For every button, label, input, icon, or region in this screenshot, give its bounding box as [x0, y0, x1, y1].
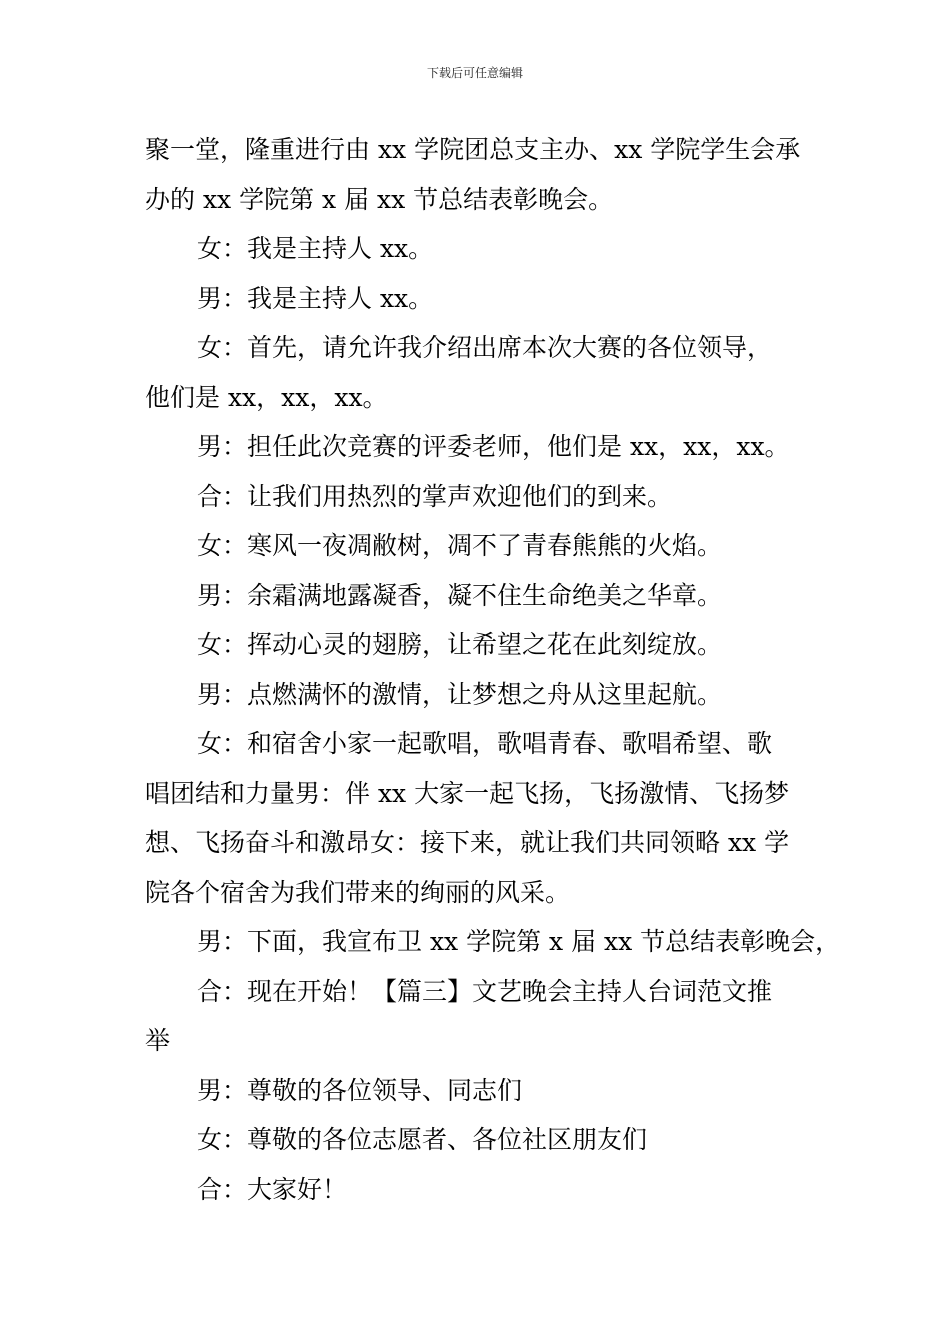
text-line: 聚一堂，隆重进行由 xx 学院团总支主办、xx 学院学生会承: [145, 135, 801, 164]
page-header: 下载后可任意编辑: [426, 66, 523, 80]
text-line: 男：点燃满怀的激情，让梦想之舟从这里起航。: [197, 679, 723, 709]
text-line: 院各个宿舍为我们带来的绚丽的风采。: [145, 877, 571, 907]
text-line: 女：我是主持人 xx。: [197, 234, 434, 263]
text-line: 想、飞扬奋斗和激昂女：接下来，就让我们共同领略 xx 学: [145, 828, 790, 857]
text-line: 办的 xx 学院第 x 届 xx 节总结表彰晚会。: [145, 184, 614, 214]
text-line: 举: [145, 1026, 171, 1055]
text-line: 唱团结和力量男：伴 xx 大家一起飞扬，飞扬激情、飞扬梦: [145, 778, 790, 808]
text-line: 女：寒风一夜凋敝树，凋不了青春熊熊的火焰。: [197, 531, 723, 560]
text-line: 男：下面，我宣布卫 xx 学院第 x 届 xx 节总结表彰晚会，: [197, 927, 841, 956]
text-line: 合：大家好！: [197, 1174, 348, 1204]
text-line: 男：余霜满地露凝香，凝不住生命绝美之华章。: [197, 580, 723, 610]
text-line: 女：和宿舍小家一起歌唱，歌唱青春、歌唱希望、歌: [197, 729, 773, 758]
text-line: 他们是 xx，xx，xx。: [145, 382, 388, 412]
text-line: 男：我是主持人 xx。: [197, 283, 434, 313]
text-line: 合：现在开始！【篇三】文艺晚会主持人台词范文推: [197, 976, 773, 1006]
text-line: 男：担任此次竞赛的评委老师，他们是 xx，xx，xx。: [197, 432, 790, 461]
text-line: 男：尊敬的各位领导、同志们: [197, 1075, 523, 1105]
text-line: 合：让我们用热烈的掌声欢迎他们的到来。: [197, 481, 673, 511]
text-line: 女：挥动心灵的翅膀，让希望之花在此刻绽放。: [197, 630, 723, 659]
text-line: 女：首先，请允许我介绍出席本次大赛的各位领导，: [197, 333, 773, 362]
text-line: 女：尊敬的各位志愿者、各位社区朋友们: [197, 1125, 648, 1154]
document-body: [145, 125, 841, 1214]
